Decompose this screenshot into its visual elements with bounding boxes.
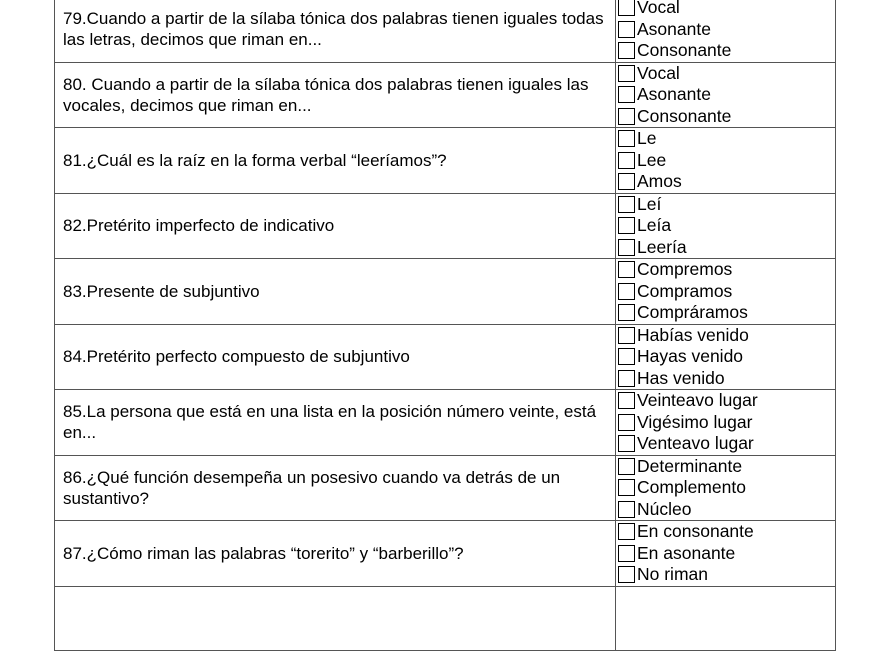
question-row-86 (55, 455, 836, 521)
option-label: Veinteavo lugar (637, 390, 758, 411)
checkbox[interactable] (618, 501, 635, 518)
checkbox[interactable] (618, 458, 635, 475)
question-row-85 (55, 390, 836, 456)
question-row-80 (55, 62, 836, 128)
option-label: Leía (637, 215, 672, 236)
checkbox[interactable] (618, 173, 635, 190)
quiz-table (54, 0, 836, 651)
option[interactable] (618, 63, 835, 85)
option[interactable] (618, 259, 835, 281)
option[interactable] (618, 412, 835, 434)
question-text: 84.Pretérito perfecto compuesto de subjuntivo (55, 324, 616, 390)
checkbox[interactable] (618, 0, 635, 16)
checkbox[interactable] (618, 130, 635, 147)
option-label: Compráramos (637, 302, 748, 323)
question-text: 83.Presente de subjuntivo (55, 259, 616, 325)
option[interactable] (618, 40, 835, 62)
checkbox[interactable] (618, 566, 635, 583)
checkbox[interactable] (618, 42, 635, 59)
option[interactable] (618, 281, 835, 303)
option-label: Consonante (637, 40, 732, 61)
option[interactable] (618, 325, 835, 347)
checkbox[interactable] (618, 261, 635, 278)
option-label: En consonante (637, 521, 754, 542)
options-group (616, 62, 836, 128)
option[interactable] (618, 84, 835, 106)
option-label: No riman (637, 564, 708, 585)
checkbox[interactable] (618, 21, 635, 38)
option-label: Asonante (637, 18, 711, 39)
option-label: Vigésimo lugar (637, 411, 753, 432)
option-label: Complemento (637, 477, 746, 498)
option-label: Consonante (637, 105, 732, 126)
question-row-82 (55, 193, 836, 259)
checkbox[interactable] (618, 414, 635, 431)
option[interactable] (618, 171, 835, 193)
option[interactable] (618, 302, 835, 324)
checkbox[interactable] (618, 545, 635, 562)
checkbox[interactable] (618, 239, 635, 256)
option-label: Amos (637, 171, 682, 192)
option[interactable] (618, 390, 835, 412)
option[interactable] (618, 521, 835, 543)
options-group (616, 521, 836, 587)
options-group-cutoff (616, 586, 836, 650)
checkbox[interactable] (618, 217, 635, 234)
option-label: Leí (637, 193, 662, 214)
option[interactable] (618, 456, 835, 478)
option-label: Leería (637, 236, 687, 257)
checkbox[interactable] (618, 283, 635, 300)
option[interactable] (618, 194, 835, 216)
question-text: 85.La persona que está en una lista en la posición número veinte, está en... (55, 390, 616, 456)
option[interactable] (618, 499, 835, 521)
options-group (616, 128, 836, 194)
option-label: Asonante (637, 84, 711, 105)
option-label: Le (637, 128, 657, 149)
option[interactable] (618, 215, 835, 237)
checkbox[interactable] (618, 196, 635, 213)
checkbox[interactable] (618, 327, 635, 344)
checkbox[interactable] (618, 392, 635, 409)
option[interactable] (618, 19, 835, 41)
option[interactable] (618, 477, 835, 499)
option-label: Compremos (637, 259, 733, 280)
question-text: 82.Pretérito imperfecto de indicativo (55, 193, 616, 259)
option-label: Núcleo (637, 498, 692, 519)
options-group (616, 259, 836, 325)
checkbox[interactable] (618, 65, 635, 82)
options-group (616, 390, 836, 456)
option[interactable] (618, 150, 835, 172)
checkbox[interactable] (618, 348, 635, 365)
options-group (616, 0, 836, 62)
question-text: 81.¿Cuál es la raíz en la forma verbal “leeríamos”? (55, 128, 616, 194)
question-row-84 (55, 324, 836, 390)
options-group (616, 193, 836, 259)
option-label: Compramos (637, 280, 733, 301)
question-text: 80. Cuando a partir de la sílaba tónica dos palabras tienen iguales las vocales, decimos que riman en... (55, 62, 616, 128)
option-label: Hayas venido (637, 346, 744, 367)
option[interactable] (618, 368, 835, 390)
option-label: Determinante (637, 455, 743, 476)
checkbox[interactable] (618, 479, 635, 496)
checkbox[interactable] (618, 86, 635, 103)
option-label: Has venido (637, 367, 725, 388)
checkbox[interactable] (618, 304, 635, 321)
option[interactable] (618, 543, 835, 565)
checkbox[interactable] (618, 435, 635, 452)
question-row-next (55, 586, 836, 650)
option[interactable] (618, 106, 835, 128)
question-text: 79.Cuando a partir de la sílaba tónica dos palabras tienen iguales todas las letras, decimos que riman en... (55, 0, 616, 62)
option[interactable] (618, 237, 835, 259)
option[interactable] (618, 433, 835, 455)
checkbox[interactable] (618, 152, 635, 169)
question-row-79 (55, 0, 836, 62)
option-label: Habías venido (637, 324, 749, 345)
options-group (616, 455, 836, 521)
option[interactable] (618, 564, 835, 586)
question-row-81 (55, 128, 836, 194)
options-group (616, 324, 836, 390)
question-row-87 (55, 521, 836, 587)
question-text: 87.¿Cómo riman las palabras “torerito” y “barberillo”? (55, 521, 616, 587)
checkbox[interactable] (618, 108, 635, 125)
option[interactable] (618, 128, 835, 150)
question-row-83 (55, 259, 836, 325)
option[interactable] (618, 346, 835, 368)
option-label: Vocal (637, 0, 680, 18)
checkbox[interactable] (618, 370, 635, 387)
option-label: Vocal (637, 62, 680, 83)
option-label: Lee (637, 149, 667, 170)
option[interactable] (618, 0, 835, 19)
checkbox[interactable] (618, 523, 635, 540)
question-text: 86.¿Qué función desempeña un posesivo cuando va detrás de un sustantivo? (55, 455, 616, 521)
option-label: En asonante (637, 542, 736, 563)
option-label: Venteavo lugar (637, 433, 754, 454)
question-text-cutoff (55, 586, 616, 650)
